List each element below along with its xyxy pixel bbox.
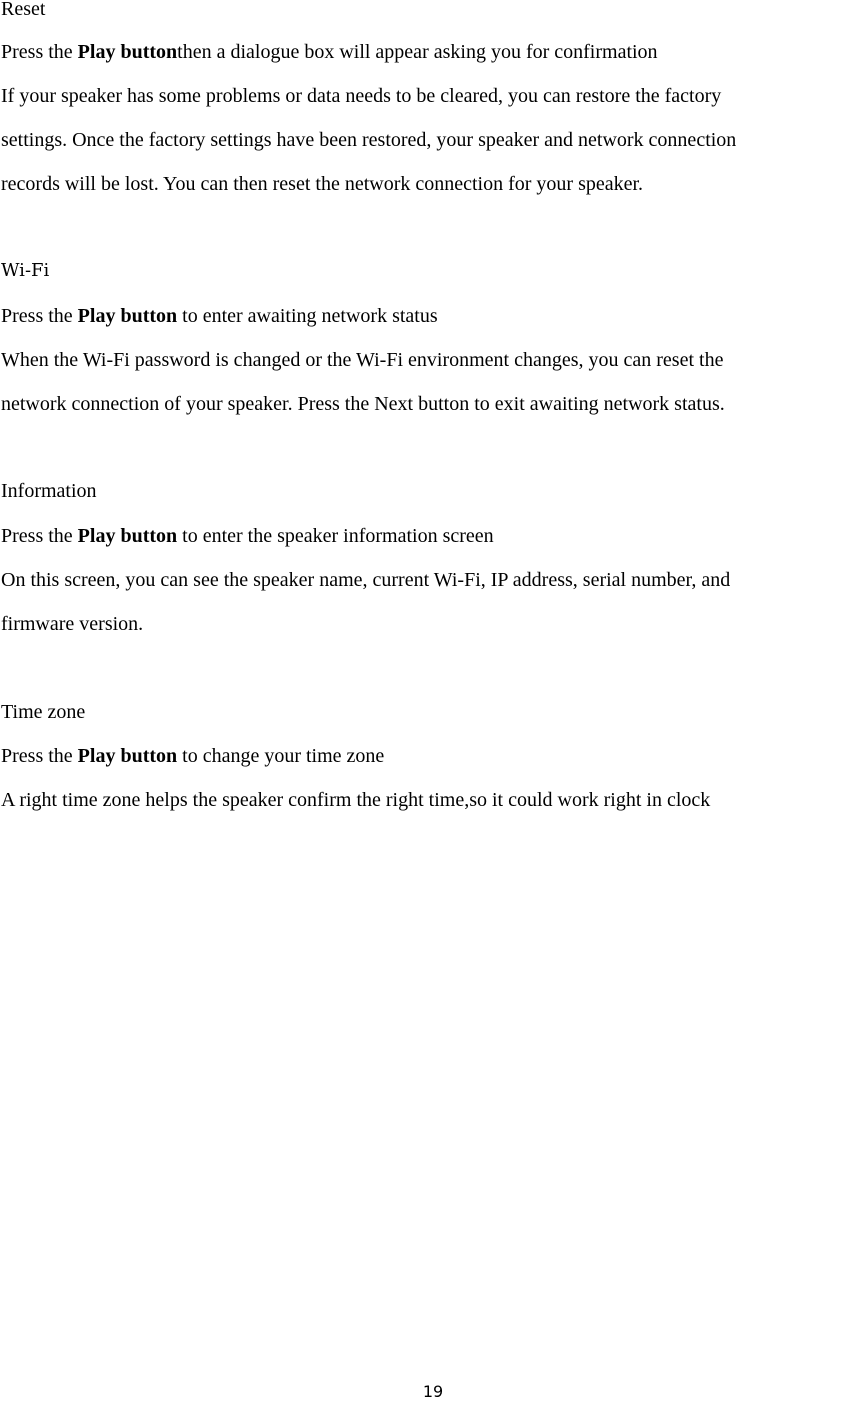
wifi-instruction: [1, 294, 438, 338]
time-zone-instruction-bold: Play button: [77, 745, 178, 767]
information-instruction-bold: Play button: [77, 525, 178, 547]
time-zone-instruction-suffix: to change your time zone: [177, 745, 385, 767]
information-line-2: firmware version.: [1, 613, 144, 635]
wifi-line-1: When the Wi-Fi password is changed or the Wi-Fi environment changes, you can reset the: [1, 349, 724, 371]
information-heading: Information: [1, 480, 97, 502]
wifi-heading: Wi-Fi: [1, 260, 50, 281]
page-number: 19: [422, 1382, 444, 1401]
information-instruction-prefix: Press the: [1, 525, 78, 547]
time-zone-heading: Time zone: [1, 701, 86, 723]
wifi-instruction-prefix: Press the: [1, 305, 78, 327]
reset-instruction: [1, 30, 658, 74]
wifi-line-2: network connection of your speaker. Press the Next button to exit awaiting network status.: [1, 393, 725, 415]
information-instruction-suffix: to enter the speaker information screen: [177, 525, 494, 547]
reset-line-3: records will be lost. You can then reset the network connection for your speaker.: [1, 173, 644, 195]
reset-instruction-bold: Play button: [77, 41, 178, 63]
information-instruction: [1, 514, 494, 558]
reset-heading: Reset: [1, 0, 46, 20]
information-line-1: On this screen, you can see the speaker name, current Wi-Fi, IP address, serial number, and: [1, 569, 731, 591]
wifi-instruction-bold: Play button: [77, 305, 178, 327]
reset-instruction-suffix: then a dialogue box will appear asking you for confirmation: [177, 41, 658, 63]
wifi-instruction-suffix: to enter awaiting network status: [177, 305, 438, 327]
reset-instruction-prefix: Press the: [1, 41, 78, 63]
reset-line-1: If your speaker has some problems or data needs to be cleared, you can restore the factory: [1, 85, 722, 107]
time-zone-instruction-prefix: Press the: [1, 745, 78, 767]
time-zone-instruction: [1, 734, 384, 778]
reset-line-2: settings. Once the factory settings have been restored, your speaker and network connection: [1, 129, 737, 151]
time-zone-line-1: A right time zone helps the speaker confirm the right time,so it could work right in clock: [1, 789, 711, 811]
